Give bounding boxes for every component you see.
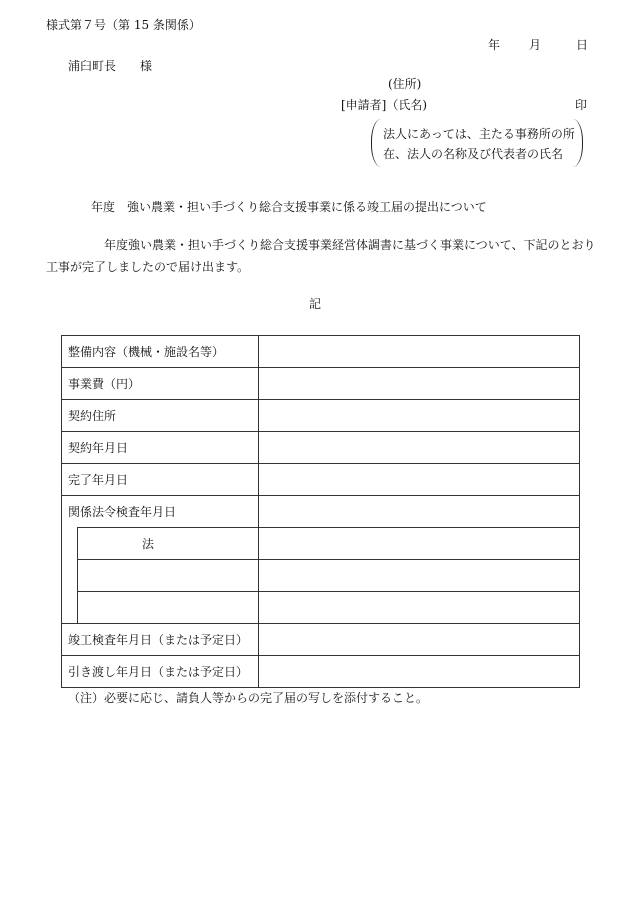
row-value-completion-date[interactable] [259,464,580,496]
sub-row-label-law: 法 [78,528,259,560]
form-number: 様式第７号（第 15 条関係） [46,18,201,32]
row-value-equipment[interactable] [259,336,580,368]
table-row [62,368,580,400]
sub-row-indent [62,528,78,560]
row-label-project-cost: 事業費（円） [62,368,259,400]
corporate-note-line-1: 法人にあっては、主たる事務所の所 [383,127,575,141]
row-label-completion-date: 完了年月日 [62,464,259,496]
date-fields [488,39,588,53]
table-row [62,592,580,624]
corporate-note-bracket [371,119,583,167]
date-day-label: 日 [576,38,589,52]
sub-row-value-law[interactable] [259,528,580,560]
body-text-line-2: 工事が完了しましたので届け出ます。 [46,260,250,274]
row-value-inspection-date[interactable] [259,496,580,528]
sub-row-label-3 [78,592,259,624]
sub-row-indent [62,560,78,592]
ki-heading: 記 [309,297,322,311]
seal-mark: 印 [575,98,588,112]
row-value-contract-address[interactable] [259,400,580,432]
row-value-project-cost[interactable] [259,368,580,400]
row-label-equipment: 整備内容（機械・施設名等） [62,336,259,368]
row-value-contract-date[interactable] [259,432,580,464]
table-row [62,336,580,368]
address-label: (住所) [388,77,422,91]
sub-row-label-2 [78,560,259,592]
row-value-final-inspection-date[interactable] [259,624,580,656]
table-row [62,624,580,656]
row-label-contract-date: 契約年月日 [62,432,259,464]
table-row [62,560,580,592]
table-row [62,496,580,528]
row-label-handover-date: 引き渡し年月日（または予定日） [62,656,259,688]
date-year-label: 年 [488,38,501,52]
table-row [62,528,580,560]
sub-row-value-3[interactable] [259,592,580,624]
completion-form-table [61,335,580,688]
date-month-label: 月 [529,38,542,52]
applicant-name-label: [申請者]（氏名) [341,98,428,112]
table-row [62,464,580,496]
table-row [62,432,580,464]
row-label-inspection-date: 関係法令検査年月日 [62,496,259,528]
row-label-contract-address: 契約住所 [62,400,259,432]
document-title: 年度 強い農業・担い手づくり総合支援事業に係る竣工届の提出について [91,200,487,214]
table-row [62,656,580,688]
corporate-note-line-2: 在、法人の名称及び代表者の氏名 [383,147,564,161]
table-row [62,400,580,432]
footnote: （注）必要に応じ、請負人等からの完了届の写しを添付すること。 [68,691,429,705]
row-value-handover-date[interactable] [259,656,580,688]
row-label-final-inspection-date: 竣工検査年月日（または予定日） [62,624,259,656]
addressee: 浦臼町長 様 [68,59,153,73]
sub-row-value-2[interactable] [259,560,580,592]
body-text-line-1: 年度強い農業・担い手づくり総合支援事業経営体調書に基づく事業について、下記のとおり [104,238,596,252]
sub-row-indent [62,592,78,624]
